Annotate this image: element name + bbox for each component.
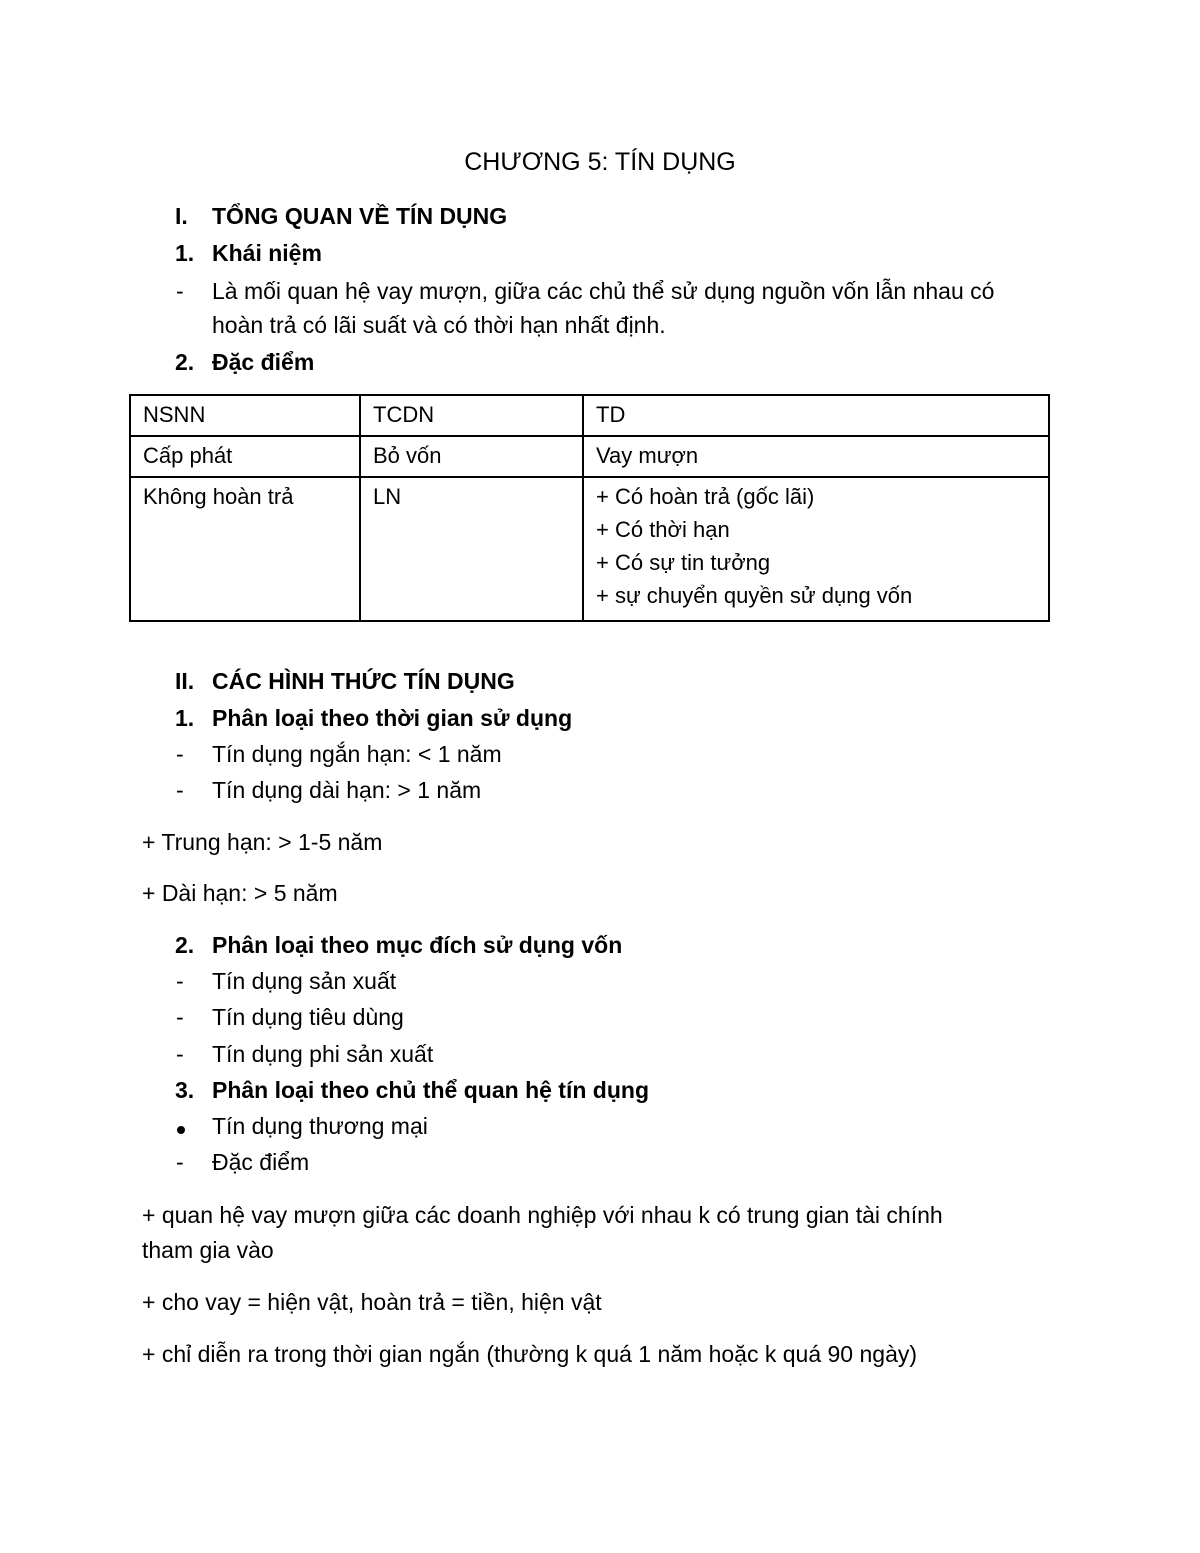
table-cell: TD <box>583 395 1049 436</box>
table-cell: LN <box>360 477 583 621</box>
paragraph: + chỉ diễn ra trong thời gian ngắn (thường k quá 1 năm hoặc k quá 90 ngày) <box>142 1341 918 1367</box>
table-cell: Bỏ vốn <box>360 436 583 477</box>
paragraph: tham gia vào <box>142 1237 274 1263</box>
section-1-marker: I. <box>175 203 188 229</box>
section-2-marker: II. <box>175 668 195 694</box>
paragraph: + Trung hạn: > 1-5 năm <box>142 829 383 855</box>
list-item: Đặc điểm <box>212 1149 310 1175</box>
paragraph: + Dài hạn: > 5 năm <box>142 880 338 906</box>
subsection-2-1-label: Phân loại theo thời gian sử dụng <box>212 705 573 731</box>
dash-marker: - <box>176 741 184 767</box>
list-item: Tín dụng phi sản xuất <box>212 1041 434 1067</box>
subsection-1-2-label: Đặc điểm <box>212 349 315 375</box>
dash-marker: - <box>176 968 184 994</box>
definition-line-2: hoàn trả có lãi suất và có thời hạn nhất định. <box>212 312 666 338</box>
table-cell-line: + Có hoàn trả (gốc lãi) <box>596 484 815 509</box>
dash-marker: - <box>176 278 184 304</box>
subsection-1-2-marker: 2. <box>175 349 195 375</box>
table-cell: Không hoàn trả <box>130 477 360 621</box>
list-item: Tín dụng sản xuất <box>212 968 397 994</box>
table-cell-line: + sự chuyển quyền sử dụng vốn <box>596 583 913 608</box>
table-cell: Vay mượn <box>583 436 1049 477</box>
dash-marker: - <box>176 1004 184 1030</box>
paragraph: + quan hệ vay mượn giữa các doanh nghiệp với nhau k có trung gian tài chính <box>142 1202 943 1228</box>
table-cell-line: + Có sự tin tưởng <box>596 550 771 575</box>
subsection-2-2-label: Phân loại theo mục đích sử dụng vốn <box>212 932 623 958</box>
table-cell: Cấp phát <box>130 436 360 477</box>
subsection-2-3-label: Phân loại theo chủ thể quan hệ tín dụng <box>212 1077 649 1103</box>
list-item: Tín dụng dài hạn: > 1 năm <box>212 777 482 803</box>
table-row <box>130 395 1049 436</box>
list-item: Tín dụng thương mại <box>212 1113 428 1139</box>
dash-marker: - <box>176 777 184 803</box>
subsection-1-1-label: Khái niệm <box>212 240 322 266</box>
bullet-icon <box>177 1121 185 1139</box>
table-cell-line: + Có thời hạn <box>596 517 730 542</box>
section-1-heading: TỔNG QUAN VỀ TÍN DỤNG <box>212 203 508 229</box>
table-cell <box>583 477 1049 621</box>
definition-line-1: Là mối quan hệ vay mượn, giữa các chủ thể sử dụng nguồn vốn lẫn nhau có <box>212 278 995 304</box>
list-item: Tín dụng ngắn hạn: < 1 năm <box>212 741 502 767</box>
dash-marker: - <box>176 1149 184 1175</box>
subsection-2-3-marker: 3. <box>175 1077 195 1103</box>
subsection-2-1-marker: 1. <box>175 705 195 731</box>
subsection-1-1-marker: 1. <box>175 240 195 266</box>
list-item: Tín dụng tiêu dùng <box>212 1004 404 1030</box>
dash-marker: - <box>176 1041 184 1067</box>
paragraph: + cho vay = hiện vật, hoàn trả = tiền, hiện vật <box>142 1289 602 1315</box>
section-2-heading: CÁC HÌNH THỨC TÍN DỤNG <box>212 668 515 694</box>
table-cell: NSNN <box>130 395 360 436</box>
table-row <box>130 477 1049 621</box>
page-title: CHƯƠNG 5: TÍN DỤNG <box>464 148 736 176</box>
table-row <box>130 436 1049 477</box>
table-cell: TCDN <box>360 395 583 436</box>
subsection-2-2-marker: 2. <box>175 932 195 958</box>
characteristics-table <box>129 394 1050 622</box>
